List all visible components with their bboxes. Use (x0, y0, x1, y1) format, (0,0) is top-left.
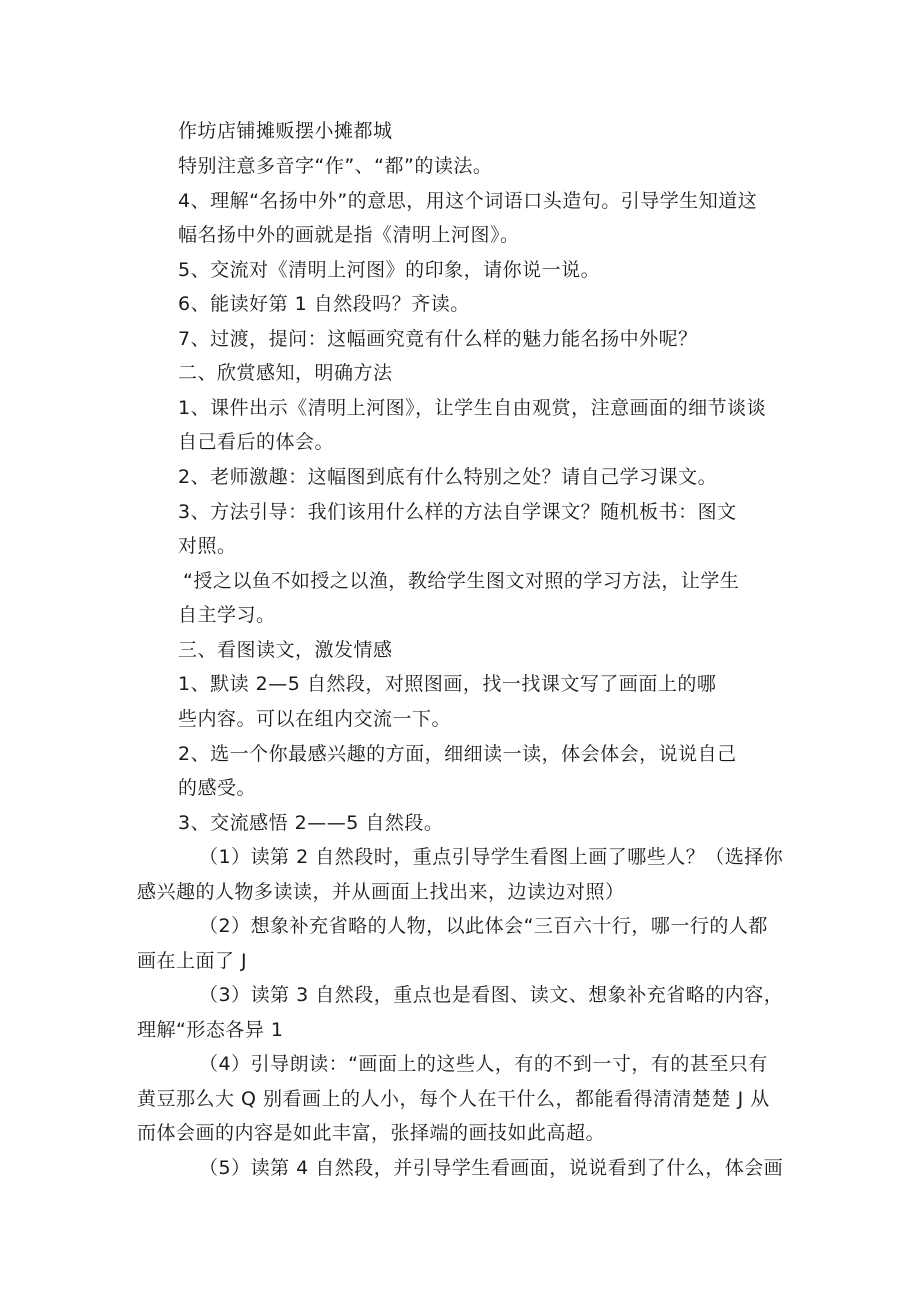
section-heading: 二、欣赏感知，明确方法 (178, 362, 393, 384)
text-line: 画在上面了 J (137, 950, 248, 972)
text-line: 1、课件出示《清明上河图》，让学生自由观赏，注意画面的细节谈谈 (178, 397, 767, 419)
text-line: 5、交流对《清明上河图》的印象，请你说一说。 (178, 259, 601, 281)
text-line: 2、老师激趣：这幅图到底有什么特别之处？请自己学习课文。 (178, 466, 718, 488)
text-line: 2、选一个你最感兴趣的方面，细细读一读，体会体会，说说自己 (178, 743, 737, 765)
text-line: 幅名扬中外的画就是指《清明上河图》。 (178, 224, 520, 246)
text-line: 1、默读 2—5 自然段，对照图画，找一找课文写了画面上的哪 (178, 673, 717, 695)
text-line: 4、理解“名扬中外”的意思，用这个词语口头造句。引导学生知道这 (178, 190, 758, 212)
text-line: 作坊店铺摊贩摆小摊都城 (178, 120, 393, 142)
text-line: 特别注意多音字“作”、“都”的读法。 (178, 155, 493, 177)
text-line: 感兴趣的人物多读读，并从画面上找出来，边读边对照） (137, 881, 625, 903)
text-line: 而体会画的内容是如此丰富，张择端的画技如此高超。 (137, 1122, 606, 1144)
text-line: 7、过渡，提问：这幅画究竟有什么样的魅力能名扬中外呢？ (178, 328, 698, 350)
text-line: 6、能读好第 1 自然段吗？齐读。 (178, 293, 470, 315)
text-line: 对照。 (178, 535, 237, 557)
text-line: （1）读第 2 自然段时，重点引导学生看图上画了哪些人？（选择你 (199, 846, 784, 868)
text-line: 的感受。 (178, 777, 257, 799)
section-heading: 三、看图读文，激发情感 (178, 639, 393, 661)
text-line: “授之以鱼不如授之以渔，教给学生图文对照的学习方法，让学生 (183, 570, 740, 592)
text-line: 黄豆那么大 Q 别看画上的人小，每个人在干什么，都能看得清清楚楚 J 从 (137, 1088, 770, 1110)
text-line: （2）想象补充省略的人物，以此体会“三百六十行，哪一行的人都 (199, 915, 768, 937)
text-line: （4）引导朗读：“画面上的这些人，有的不到一寸，有的甚至只有 (199, 1053, 768, 1075)
text-line: （3）读第 3 自然段，重点也是看图、读文、想象补充省略的内容， (199, 984, 784, 1006)
text-line: 自主学习。 (178, 604, 276, 626)
text-line: 3、方法引导：我们该用什么样的方法自学课文？随机板书：图文 (178, 501, 737, 523)
text-line: 自己看后的体会。 (178, 431, 335, 453)
text-line: 理解“形态各异 1 (137, 1019, 284, 1041)
text-line: 3、交流感悟 2——5 自然段。 (178, 812, 444, 834)
text-line: 些内容。可以在组内交流一下。 (178, 708, 452, 730)
text-line: （5）读第 4 自然段，并引导学生看画面，说说看到了什么，体会画 (199, 1157, 784, 1179)
